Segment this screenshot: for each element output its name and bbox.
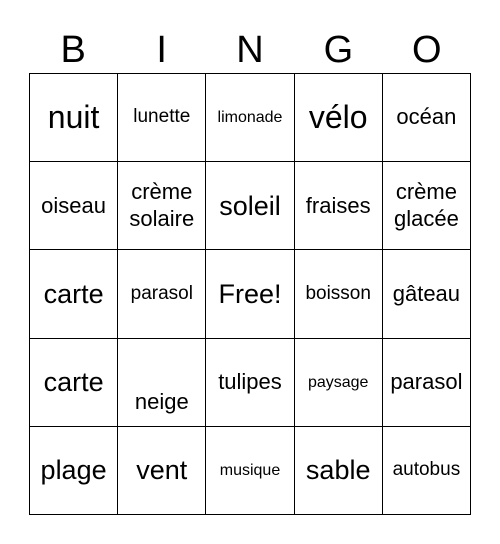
bingo-cell[interactable]: carte xyxy=(30,339,118,427)
bingo-cell[interactable]: plage xyxy=(30,427,118,515)
header-letter-n: N xyxy=(236,29,264,71)
bingo-cell[interactable]: oiseau xyxy=(30,162,118,250)
header-letter-g: G xyxy=(323,29,354,71)
bingo-cell[interactable]: vent xyxy=(118,427,206,515)
bingo-cell-free[interactable]: Free! xyxy=(206,250,294,338)
bingo-cell[interactable]: crème solaire xyxy=(118,162,206,250)
bingo-card xyxy=(29,73,471,515)
bingo-cell[interactable]: limonade xyxy=(206,74,294,162)
bingo-cell[interactable]: vélo xyxy=(295,74,383,162)
header-letter-o: O xyxy=(412,29,442,71)
bingo-cell[interactable]: boisson xyxy=(295,250,383,338)
bingo-cell[interactable]: crème glacée xyxy=(383,162,471,250)
bingo-cell[interactable]: paysage xyxy=(295,339,383,427)
bingo-cell[interactable]: soleil xyxy=(206,162,294,250)
bingo-cell[interactable]: océan xyxy=(383,74,471,162)
bingo-cell[interactable]: lunette xyxy=(118,74,206,162)
header-letter-b: B xyxy=(60,29,86,71)
header-letter-i: I xyxy=(156,29,167,71)
bingo-cell[interactable]: musique xyxy=(206,427,294,515)
bingo-cell[interactable]: fraises xyxy=(295,162,383,250)
bingo-cell[interactable]: autobus xyxy=(383,427,471,515)
bingo-cell[interactable]: parasol xyxy=(118,250,206,338)
bingo-cell[interactable]: neige xyxy=(118,339,206,427)
bingo-cell[interactable]: sable xyxy=(295,427,383,515)
bingo-cell[interactable]: tulipes xyxy=(206,339,294,427)
bingo-header xyxy=(29,26,471,74)
bingo-cell[interactable]: nuit xyxy=(30,74,118,162)
bingo-cell[interactable]: parasol xyxy=(383,339,471,427)
bingo-cell[interactable]: carte xyxy=(30,250,118,338)
bingo-cell[interactable]: gâteau xyxy=(383,250,471,338)
